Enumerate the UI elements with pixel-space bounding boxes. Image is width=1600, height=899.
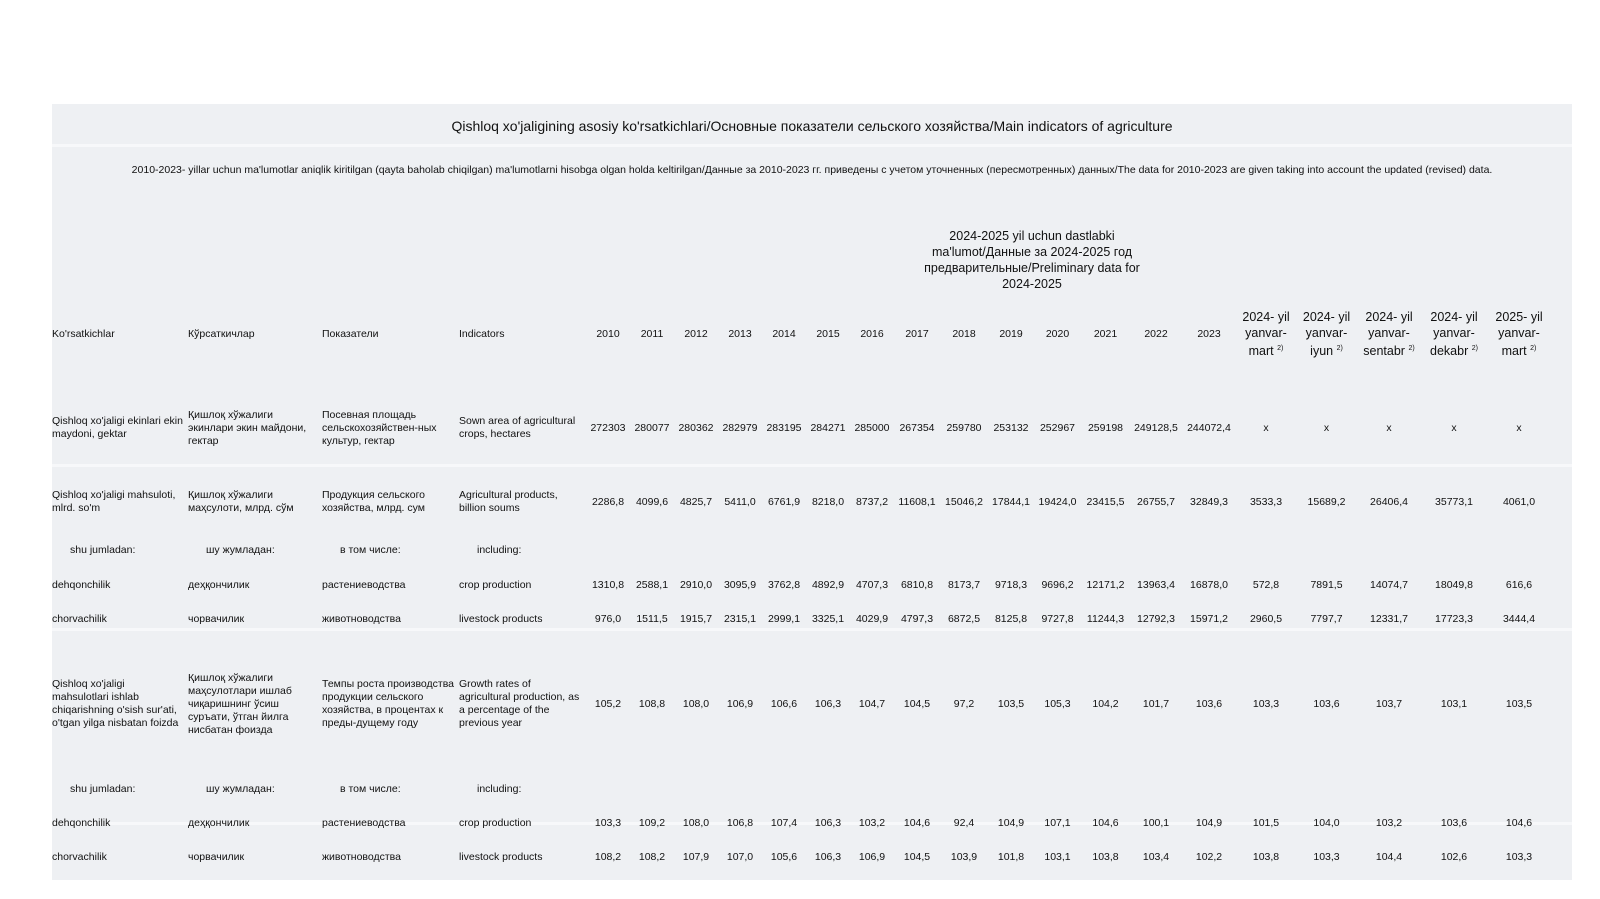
value-cell: 106,6 [770,697,798,710]
row-label-uz-latin: shu jumladan: [70,782,136,795]
value-cell [674,772,718,806]
value-cell: 259780 [946,421,982,434]
value-cell: 4797,3 [900,612,934,625]
value-cell: 1511,5 [636,612,668,625]
value-cell [1357,772,1421,806]
header-year: 2017 [905,327,929,340]
value-cell: 1915,7 [679,612,713,625]
value-cell: 92,4 [953,816,975,829]
value-cell: 105,2 [594,697,622,710]
value-cell [630,772,674,806]
value-cell: 103,5 [997,697,1025,710]
value-cell [1236,532,1296,568]
value-cell: 104,7 [858,697,886,710]
value-cell: 35773,1 [1435,495,1473,508]
value-cell: 105,6 [770,850,798,863]
value-cell: 5411,0 [724,495,756,508]
value-cell [1487,772,1551,806]
value-cell [850,532,894,568]
value-cell: 3533,3 [1249,495,1283,508]
value-cell [940,772,988,806]
value-cell: 12171,2 [1086,578,1125,591]
value-cell: 103,3 [1313,850,1340,863]
table-row [52,568,1551,602]
value-cell: 7891,5 [1310,578,1343,591]
value-cell: 104,9 [1195,816,1223,829]
value-cell: 103,1 [1440,697,1468,710]
row-label-en: Sown area of agricultural crops, hectares [459,415,576,440]
value-cell [1034,532,1081,568]
value-cell [1034,772,1081,806]
footnote-marker: 2) [1277,344,1284,352]
header-period-label: 2024- yil yanvar-dekabr [1430,309,1478,359]
footnote-marker: 2) [1530,344,1537,352]
header-period-label: 2025- yil yanvar-mart [1495,309,1543,359]
value-cell [718,772,762,806]
value-cell: 101,7 [1142,697,1170,710]
value-cell: 285000 [854,421,890,434]
value-cell: 103,6 [1440,816,1468,829]
value-cell: 103,8 [1252,850,1280,863]
row-label-uz-latin: shu jumladan: [70,543,136,556]
value-cell: 15971,2 [1190,612,1228,625]
value-cell [1130,532,1182,568]
value-cell: 244072,4 [1187,421,1231,434]
value-cell: 15689,2 [1307,495,1346,508]
value-cell: 16878,0 [1190,578,1228,591]
row-label-ru: растениеводства [322,816,406,829]
row-label-uz-cyr: Қишлоқ хўжалиги маҳсулотлари ишлаб чиқаришнинг ўсиш суръати, ўтган йилга нисбатан фоизда [188,671,292,736]
table-header-row [52,284,1551,384]
table-row [52,472,1551,532]
value-cell: 104,0 [1313,816,1340,829]
preliminary-data-header: 2024-2025 yil uchun dastlabki ma'lumot/Данные за 2024-2025 год предварительные/Preliminary data for 2024-2025 [924,229,1140,291]
value-cell: 3325,1 [811,612,845,625]
value-cell: 282979 [722,421,758,434]
value-cell [1081,532,1130,568]
value-cell: 108,2 [638,850,666,863]
value-cell: 12792,3 [1137,612,1175,625]
footnote-marker: 2) [1408,344,1415,352]
value-cell: 259198 [1087,421,1124,434]
value-cell: 8125,8 [994,612,1028,625]
value-cell: x [1386,421,1392,434]
row-label-uz-cyr: шу жумладан: [206,782,275,795]
value-cell: 106,3 [814,850,842,863]
row-label-ru: в том числе: [340,782,401,795]
value-cell: 12331,7 [1370,612,1408,625]
value-cell: 19424,0 [1038,495,1077,508]
value-cell [586,532,630,568]
value-cell: 4061,0 [1502,495,1536,508]
value-cell [806,772,850,806]
value-cell: 9727,8 [1041,612,1074,625]
value-cell: 103,9 [950,850,978,863]
value-cell: 26406,4 [1370,495,1408,508]
value-cell: 572,8 [1252,578,1280,591]
value-cell: 616,6 [1505,578,1533,591]
value-cell: 6872,5 [947,612,981,625]
value-cell: 6761,9 [767,495,801,508]
header-year: 2012 [684,327,708,340]
value-cell: 280077 [634,421,670,434]
header-year: 2022 [1144,327,1168,340]
spacer-cell [52,104,1551,284]
value-cell: 17844,1 [992,495,1030,508]
value-cell: 105,3 [1044,697,1071,710]
value-cell: 4825,7 [679,495,713,508]
value-cell: 13963,4 [1137,578,1175,591]
value-cell: 4892,9 [811,578,845,591]
value-cell [762,772,806,806]
value-cell [1130,772,1182,806]
value-cell: 103,4 [1142,850,1170,863]
value-cell: 2999,1 [767,612,801,625]
value-cell: 103,5 [1505,697,1533,710]
row-label-uz-cyr: чорвачилик [188,612,245,625]
value-cell: 8737,2 [855,495,889,508]
value-cell: x [1451,421,1457,434]
row-label-uz-latin: dehqonchilik [52,816,111,829]
subheading-row [52,772,1551,806]
header-period [1487,284,1551,384]
header-year: 2020 [1045,327,1070,340]
value-cell: 272303 [590,421,626,434]
value-cell: 106,9 [858,850,886,863]
row-label-en: livestock products [459,612,543,625]
value-cell [1182,772,1236,806]
value-cell: 107,1 [1044,816,1071,829]
value-cell: 103,1 [1044,850,1071,863]
value-cell: 8218,0 [811,495,845,508]
header-period [1236,284,1296,384]
value-cell: 102,2 [1195,850,1223,863]
value-cell: 17723,3 [1435,612,1473,625]
table-row [52,636,1551,772]
value-cell: 283195 [766,421,802,434]
header-period-label: 2024- yil yanvar-mart [1242,309,1290,359]
table-row [52,806,1551,840]
value-cell: 106,8 [726,816,754,829]
value-cell: 104,6 [903,816,931,829]
value-cell [894,532,940,568]
value-cell: 103,7 [1375,697,1403,710]
value-cell: 2960,5 [1249,612,1283,625]
value-cell: 103,3 [1505,850,1533,863]
value-cell: 104,6 [1505,816,1533,829]
value-cell: 104,6 [1092,816,1119,829]
row-label-ru: в том числе: [340,543,401,556]
row-label-uz-latin: dehqonchilik [52,578,111,591]
value-cell: 2588,1 [635,578,669,591]
value-cell: 2910,0 [679,578,713,591]
value-cell: 3095,9 [723,578,757,591]
value-cell [940,532,988,568]
row-label-uz-latin: chorvachilik [52,612,107,625]
header-period [1357,284,1421,384]
value-cell [1421,532,1487,568]
subheading-row [52,532,1551,568]
value-cell: 6810,8 [900,578,934,591]
value-cell [894,772,940,806]
row-label-en: Agricultural products, billion soums [459,489,558,514]
row-label-uz-cyr: Қишлоқ хўжалиги экинлари экин майдони, гектар [188,408,307,447]
row-label-uz-cyr: деҳқончилик [188,816,250,829]
value-cell [674,532,718,568]
value-cell: 2315,1 [723,612,757,625]
value-cell: 18049,8 [1435,578,1473,591]
value-cell: 103,3 [1252,697,1280,710]
value-cell: 11608,1 [898,495,936,508]
value-cell: 11244,3 [1086,612,1125,625]
value-cell: 104,2 [1092,697,1119,710]
row-label-en: including: [477,782,522,795]
value-cell [1357,532,1421,568]
value-cell: 1310,8 [591,578,625,591]
header-uz-latin: Ko'rsatkichlar [52,327,115,340]
header-period-label: 2024- yil yanvar-sentabr [1363,309,1413,359]
header-year: 2016 [860,327,884,340]
value-cell: 9696,2 [1041,578,1074,591]
value-cell: 7797,7 [1310,612,1343,625]
row-label-en: Growth rates of agricultural production, as a percentage of the previous year [459,678,580,729]
value-cell [988,532,1034,568]
value-cell [988,772,1034,806]
value-cell: 108,0 [682,697,710,710]
row-label-ru: Продукция сельского хозяйства, млрд. сум [322,489,426,514]
value-cell: 267354 [899,421,935,434]
value-cell: 249128,5 [1134,421,1178,434]
value-cell: 106,3 [814,816,842,829]
header-year: 2013 [728,327,752,340]
value-cell: 103,3 [594,816,622,829]
header-year: 2021 [1093,327,1118,340]
value-cell: 9718,3 [994,578,1028,591]
row-label-ru: Темпы роста производства продукции сельского хозяйства, в процентах к преды-дущему году [322,678,455,729]
header-year: 2011 [640,327,664,340]
row-label-uz-latin: Qishloq xo'jaligi ekinlari ekin maydoni, gektar [52,415,183,440]
value-cell: 976,0 [594,612,622,625]
value-cell: 103,6 [1313,697,1340,710]
value-cell: x [1323,421,1330,434]
sheet-title: Qishloq xo'jaligining asosiy ko'rsatkichlari/Основные показатели сельского хозяйства/Main indicators of agriculture [451,118,1173,134]
value-cell: 8173,7 [947,578,981,591]
value-cell: 108,8 [638,697,666,710]
spreadsheet-sheet [52,104,1572,880]
value-cell: 3444,4 [1502,612,1536,625]
value-cell: 97,2 [953,697,975,710]
row-label-en: livestock products [459,850,543,863]
table-row [52,384,1551,472]
row-label-uz-cyr: деҳқончилик [188,578,250,591]
value-cell: 103,2 [1375,816,1403,829]
value-cell: 23415,5 [1086,495,1125,508]
header-period-label: 2024- yil yanvar-iyun [1302,309,1351,359]
header-spacer-row [52,104,1551,284]
value-cell: 280362 [678,421,714,434]
row-label-ru: Посевная площадь сельскохозяйствен-ных культур, гектар [322,408,437,447]
value-cell: 253132 [993,421,1029,434]
indicators-table [52,104,1551,874]
header-period [1421,284,1487,384]
value-cell: 100,1 [1142,816,1170,829]
value-cell: 26755,7 [1137,495,1175,508]
header-year: 2018 [952,327,976,340]
row-label-uz-latin: Qishloq xo'jaligi mahsulotlari ishlab chiqarishning o'sish sur'ati, o'tgan yilga nisbatan foizda [52,678,179,729]
value-cell [586,772,630,806]
value-cell: 101,8 [997,850,1025,863]
value-cell [630,532,674,568]
row-label-en: crop production [459,816,532,829]
header-year: 2019 [999,327,1023,340]
row-label-uz-cyr: чорвачилик [188,850,245,863]
header-period [1296,284,1357,384]
header-year: 2023 [1197,327,1221,340]
value-cell: 103,8 [1092,850,1119,863]
value-cell: 252967 [1039,421,1076,434]
value-cell: 107,0 [726,850,754,863]
value-cell: 104,5 [903,850,931,863]
table-row [52,602,1551,636]
value-cell: 102,6 [1440,850,1468,863]
value-cell: 2286,8 [591,495,625,508]
header-year: 2015 [816,327,840,340]
row-label-uz-latin: Qishloq xo'jaligi mahsuloti, mlrd. so'm [52,489,176,514]
value-cell: 4029,9 [855,612,889,625]
value-cell [806,532,850,568]
value-cell: 104,4 [1375,850,1403,863]
value-cell: 107,4 [770,816,798,829]
row-label-en: including: [477,543,522,556]
value-cell: 108,0 [682,816,710,829]
value-cell: 109,2 [638,816,666,829]
value-cell: 104,9 [997,816,1025,829]
header-year: 2010 [596,327,620,340]
value-cell: 106,9 [726,697,754,710]
value-cell: 284271 [810,421,846,434]
value-cell: x [1263,421,1269,434]
value-cell: 107,9 [682,850,710,863]
value-cell [1296,772,1357,806]
header-uz-cyrillic: Кўрсаткичлар [188,327,255,340]
header-russian: Показатели [322,327,379,340]
value-cell [718,532,762,568]
row-label-uz-latin: chorvachilik [52,850,107,863]
value-cell [1182,532,1236,568]
sheet-subtitle: 2010-2023- yillar uchun ma'lumotlar aniqlik kiritilgan (qayta baholab chiqilgan) ma'lumotlarni hisobga olgan holda keltirilgan/Данные за 2010-2023 гг. приведены с учетом уточненных (пересмотренных) данных/The data for 2010-2023 are given taking into account the updated (revised) data. [131,164,1493,176]
row-label-ru: животноводства [322,850,401,863]
table-row [52,840,1551,874]
row-label-uz-cyr: Қишлоқ хўжалиги маҳсулоти, млрд. сўм [188,489,294,514]
value-cell [1236,772,1296,806]
value-cell: 4099,6 [635,495,669,508]
value-cell: 3762,8 [767,578,801,591]
value-cell: 106,3 [814,697,842,710]
row-label-uz-cyr: шу жумладан: [206,543,275,556]
footnote-marker: 2) [1471,344,1478,352]
value-cell: 4707,3 [855,578,889,591]
footnote-marker: 2) [1336,344,1343,352]
value-cell: 103,6 [1195,697,1223,710]
value-cell [1081,772,1130,806]
row-label-ru: растениеводства [322,578,406,591]
header-english: Indicators [459,327,505,340]
header-year: 2014 [772,327,796,340]
value-cell: 104,5 [903,697,931,710]
value-cell [1421,772,1487,806]
value-cell: 103,2 [858,816,886,829]
value-cell [850,772,894,806]
row-label-ru: животноводства [322,612,401,625]
value-cell: 32849,3 [1190,495,1228,508]
value-cell: 108,2 [594,850,622,863]
value-cell [762,532,806,568]
value-cell: 14074,7 [1370,578,1408,591]
value-cell: 15046,2 [945,495,983,508]
value-cell [1296,532,1357,568]
value-cell [1487,532,1551,568]
value-cell: x [1516,421,1522,434]
value-cell: 101,5 [1252,816,1280,829]
row-label-en: crop production [459,578,532,591]
